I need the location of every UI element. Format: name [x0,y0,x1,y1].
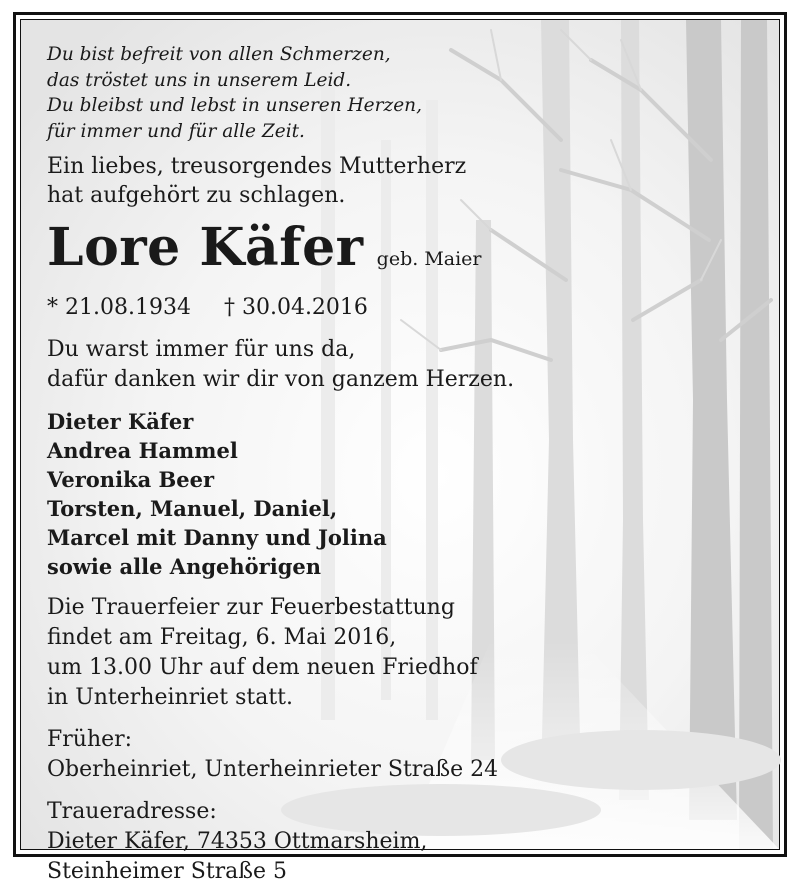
family-member: Torsten, Manuel, Daniel, [47,496,338,521]
lead-line: hat aufgehört zu schlagen. [47,183,346,208]
notice-content [47,42,607,887]
lead-line: Ein liebes, treusorgendes Mutterherz [47,154,467,179]
death-date: † 30.04.2016 [223,295,368,320]
mourning-address-line: Dieter Käfer, 74353 Ottmarsheim, [47,829,428,854]
ceremony-line: in Unterheinriet statt. [47,685,294,710]
former-address-line: Oberheinriet, Unterheinrieter Straße 24 [47,757,499,782]
lead-text [47,152,607,210]
mourning-address [47,797,607,887]
obituary-notice [13,12,787,884]
former-label: Früher: [47,727,133,752]
deceased-name-line [47,219,607,289]
thanks-text [47,335,607,395]
family-member: Dieter Käfer [47,409,194,434]
mourning-address-line: Steinheimer Straße 5 [47,859,288,884]
inner-frame [20,19,780,884]
poem-line: für immer und für alle Zeit. [47,120,305,142]
former-address [47,725,607,785]
poem-line: das tröstet uns in unserem Leid. [47,69,352,91]
ceremony-line: um 13.00 Uhr auf dem neuen Friedhof [47,655,478,680]
poem-line: Du bist befreit von allen Schmerzen, [47,44,391,65]
family-list [47,407,607,581]
deceased-name: Lore Käfer [47,217,364,278]
family-member: Andrea Hammel [47,438,238,463]
ceremony-line: Die Trauerfeier zur Feuerbestattung [47,595,455,620]
ceremony-info [47,593,607,713]
poem [47,42,607,144]
family-member: Veronika Beer [47,467,215,492]
family-member: Marcel mit Danny und Jolina [47,525,387,550]
maiden-name: geb. Maier [376,248,482,270]
family-member: sowie alle Angehörigen [47,554,322,579]
poem-line: Du bleibst und lebst in unseren Herzen, [47,95,422,116]
ceremony-line: findet am Freitag, 6. Mai 2016, [47,625,397,650]
life-dates [47,293,607,323]
thanks-line: dafür danken wir dir von ganzem Herzen. [47,367,515,392]
thanks-line: Du warst immer für uns da, [47,337,356,362]
mourning-address-label: Traueradresse: [47,799,217,824]
birth-date: * 21.08.1934 [47,295,191,320]
